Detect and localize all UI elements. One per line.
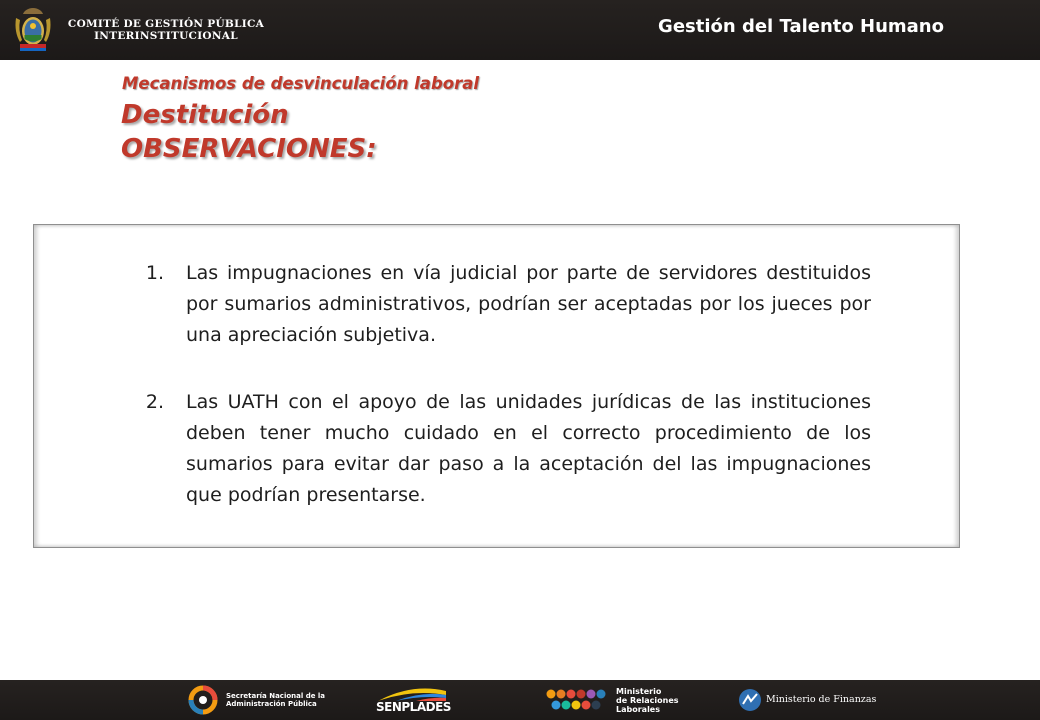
slide-title-line-2: OBSERVACIONES: [121, 134, 377, 164]
sanap-logo-text [226, 692, 325, 708]
sanap-line-1: Secretaría Nacional de la [226, 692, 326, 700]
logo-senplades [376, 684, 451, 716]
logo-sanap [188, 684, 325, 716]
finanzas-logo-text: Ministerio de Finanzas [766, 694, 877, 705]
slide-subtitle: Mecanismos de desvinculación laboral [122, 74, 480, 93]
mrl-line-1: Ministerio [616, 686, 662, 696]
finanzas-logo-icon [738, 688, 762, 712]
ecuador-coat-of-arms-icon [12, 6, 54, 54]
observation-text: Las impugnaciones en vía judicial por parte de servidores destituidos por sumarios administrativos, podrían ser aceptadas por los jueces por una apreciación subjetiva. [186, 262, 871, 346]
mrl-line-2: de Relaciones [616, 695, 679, 705]
section-title: Gestión del Talento Humano [658, 16, 944, 37]
senplades-logo-text: SENPLADES [376, 699, 451, 714]
observation-number: 2. [145, 391, 164, 413]
observation-text: Las UATH con el apoyo de las unidades jurídicas de las instituciones deben tener mucho cuidado en el correcto procedimiento de los sumarios para evitar dar paso a la aceptación del las impugnaciones que podrían presentarse. [186, 391, 871, 506]
footer-bar [0, 680, 1040, 720]
observation-item [145, 258, 871, 351]
mrl-dots-icon [546, 687, 612, 713]
sanap-logo-icon [188, 685, 222, 715]
senplades-flag-icon [376, 687, 448, 701]
observations-box [33, 224, 960, 548]
logo-finanzas [738, 684, 876, 716]
mrl-line-3: Laborales [616, 704, 660, 714]
observation-number: 1. [145, 262, 164, 284]
committee-line-2: INTERINSTITUCIONAL [94, 30, 238, 42]
mrl-logo-text [616, 687, 679, 714]
committee-line-1: COMITÉ DE GESTIÓN PÚBLICA [67, 18, 265, 30]
slide-title [121, 98, 377, 166]
observation-item [145, 387, 871, 511]
sanap-line-2: Administración Pública [226, 700, 317, 708]
slide-title-line-1: Destitución [121, 100, 289, 130]
header-bar [0, 0, 1040, 60]
committee-name [58, 18, 274, 42]
logo-mrl [546, 684, 679, 716]
